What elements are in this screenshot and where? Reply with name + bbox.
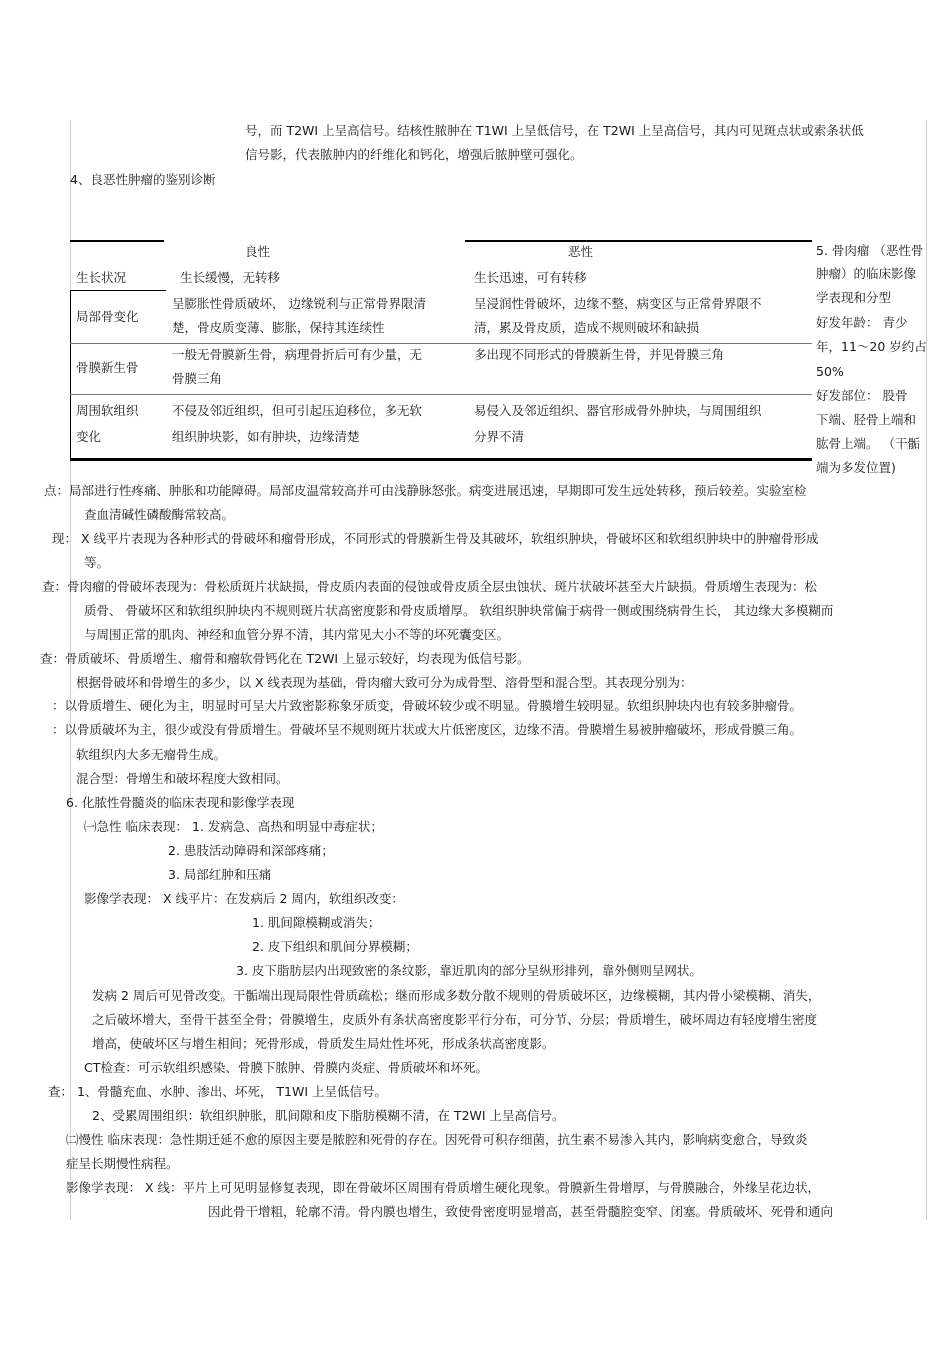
body-line: 2. 皮下组织和肌间分界模糊； [252,939,418,954]
malignant-cell: 易侵入及邻近组织、器官形成骨外肿块，与周围组织 [474,403,762,418]
benign-cell: 楚，骨皮质变薄、膨胀，保持其连续性 [172,320,385,335]
benign-cell: 呈膨胀性骨质破坏， 边缘锐利与正常骨界限清 [172,296,426,311]
body-line: CT检查：可示软组织感染、骨膜下脓肿、骨膜内炎症、骨质破坏和坏死。 [84,1060,488,1075]
body-line: 症呈长期慢性病程。 [66,1156,179,1171]
page-guide-right [926,120,927,1220]
body-line: 查血清碱性磷酸酶常较高。 [84,507,235,522]
side-line: 好发年龄： 青少 [816,315,908,330]
body-line: 点：局部进行性疼痛、肿胀和功能障碍。局部皮温常较高并可由浅静脉怒张。病变进展迅速，早期即可发生远处转移，预后较差。实验室检 [44,483,807,498]
body-line: 查： 1、骨髓充血、水肿、渗出、坏死， T1WI 上呈低信号。 [48,1084,388,1099]
side-line: 年，11～20 岁约占 [816,339,927,354]
benign-cell: 骨膜三角 [172,371,223,386]
body-line: 2、受累周围组织：软组织肿胀，肌间隙和皮下脂肪模糊不清，在 T2WI 上呈高信号。 [92,1108,565,1123]
benign-cell: 一般无骨膜新生骨，病理骨折后可有少量，无 [172,347,423,362]
row-label: 骨膜新生骨 [76,360,139,375]
table-bottom-rule [70,458,812,461]
body-line: 查：骨肉瘤的骨破坏表现为：骨松质斑片状缺损，骨皮质内表面的侵蚀或骨皮质全层虫蚀状、斑片状破坏甚至大片缺损。骨质增生表现为：松 [42,579,818,594]
body-line: 3. 皮下脂肪层内出现致密的条纹影，靠近肌肉的部分呈纵形排列，靠外侧则呈网状。 [236,963,702,978]
table-left-border [70,290,71,460]
table-header-benign: 良性 [245,244,271,259]
body-line: 1. 肌间隙模糊或消失； [252,915,381,930]
body-line: 根据骨破坏和骨增生的多少，以 X 线表现为基础，骨肉瘤大致可分为成骨型、溶骨型和混合型。其表现分别为： [76,675,693,690]
section-heading-6: 6. 化脓性骨髓炎的临床表现和影像学表现 [66,795,295,810]
malignant-cell: 分界不清 [474,429,525,444]
body-line: ：以骨质增生、硬化为主，明显时可呈大片致密影称象牙质变，骨破坏较少或不明显。骨膜增生较明显。软组织肿块内也有较多肿瘤骨。 [52,698,803,713]
row-label: 局部骨变化 [76,309,139,324]
row-label: 变化 [76,429,102,444]
side-line: 5. 骨肉瘤 （恶性骨 [816,243,924,258]
body-line: 与周围正常的肌肉、神经和血管分界不清，其内常见大小不等的坏死囊变区。 [84,627,510,642]
top-line-2: 信号影，代表脓肿内的纤维化和钙化，增强后脓肿壁可强化。 [245,147,583,162]
body-line: 现： X 线平片表现为各种形式的骨破坏和瘤骨形成，不同形式的骨膜新生骨及其破坏，软组织肿块，骨破坏区和软组织肿块中的肿瘤骨形成 [52,531,819,546]
body-line: 之后破坏增大，至骨干甚至全骨；骨膜增生，皮质外有条状高密度影平行分布，可分节、分层；骨质增生，破坏周边有轻度增生密度 [92,1012,818,1027]
body-line: 影像学表现： X 线平片：在发病后 2 周内，软组织改变： [84,891,404,906]
body-line: ：以骨质破坏为主，很少或没有骨质增生。骨破坏呈不规则斑片状或大片低密度区，边缘不清。骨膜增生易被肿瘤破坏，形成骨膜三角。 [52,722,803,737]
body-line: 查：骨质破坏、骨质增生、瘤骨和瘤软骨钙化在 T2WI 上显示较好，均表现为低信号影。 [40,651,530,666]
side-line: 学表现和分型 [816,290,892,305]
row-label: 周围软组织 [76,403,139,418]
body-line: 3. 局部红肿和压痛 [168,867,272,882]
benign-cell: 不侵及邻近组织，但可引起压迫移位，多无软 [172,403,423,418]
side-line: 肿瘤）的临床影像 [816,266,917,281]
benign-cell: 生长缓慢，无转移 [180,270,281,285]
table-top-rule-right [465,240,812,242]
body-line: 增高，使破坏区与增生相间；死骨形成，骨质发生局灶性坏死，形成条状高密度影。 [92,1036,555,1051]
body-line: 2. 患肢活动障碍和深部疼痛； [168,843,334,858]
malignant-cell: 呈浸润性骨破坏，边缘不整，病变区与正常骨界限不 [474,296,762,311]
row-separator [70,343,812,344]
malignant-cell: 清，累及骨皮质，造成不规则破坏和缺损 [474,320,700,335]
malignant-cell: 多出现不同形式的骨膜新生骨，并见骨膜三角 [474,347,725,362]
body-line: 等。 [84,555,110,570]
body-line: 软组织内大多无瘤骨生成。 [76,747,227,762]
side-line: 肱骨上端。 （干骺 [816,436,920,451]
side-line: 下端、胫骨上端和 [816,412,917,427]
body-line: 影像学表现： X 线：平片上可见明显修复表现，即在骨破坏区周围有骨质增生硬化现象。骨膜新生骨增厚，与骨膜融合，外缘呈花边状， [66,1180,821,1195]
malignant-cell: 生长迅速，可有转移 [474,270,587,285]
body-line: 混合型：骨增生和破坏程度大致相同。 [76,771,289,786]
row-label: 生长状况 [76,270,127,285]
body-line: ㈡慢性 临床表现：急性期迁延不愈的原因主要是脓腔和死骨的存在。因死骨可积存细菌，抗生素不易渗入其内，影响病变愈合，导致炎 [66,1132,808,1147]
table-header-malignant: 恶性 [568,244,594,259]
side-line: 50% [816,364,844,379]
row-separator [70,290,166,291]
table-top-rule-left [70,240,164,242]
body-line: 因此骨干增粗，轮廓不清。骨内膜也增生，致使骨密度明显增高，甚至骨髓腔变窄、闭塞。骨质破坏、死骨和通向 [208,1204,834,1219]
side-line: 端为多发位置) [816,460,896,475]
body-line: 质骨、 骨破坏区和软组织肿块内不规则斑片状高密度影和骨皮质增厚。 软组织肿块常偏于病骨一侧或围绕病骨生长， 其边缘大多模糊而 [84,603,834,618]
row-separator [70,394,812,395]
side-line: 好发部位： 股骨 [816,388,908,403]
page-guide-left [70,120,71,1220]
body-line: ㈠急性 临床表现： 1. 发病急、高热和明显中毒症状； [84,819,383,834]
top-line-1: 号，而 T2WI 上呈高信号。结核性脓肿在 T1WI 上呈低信号，在 T2WI 上呈高信号，其内可见斑点状或索条状低 [245,123,864,138]
body-line: 发病 2 周后可见骨改变。干骺端出现局限性骨质疏松；继而形成多数分散不规则的骨质破坏区，边缘模糊，其内骨小梁模糊、消失， [92,988,821,1003]
section-heading-4: 4、良恶性肿瘤的鉴别诊断 [70,172,216,187]
benign-cell: 组织肿块影，如有肿块，边缘清楚 [172,429,360,444]
